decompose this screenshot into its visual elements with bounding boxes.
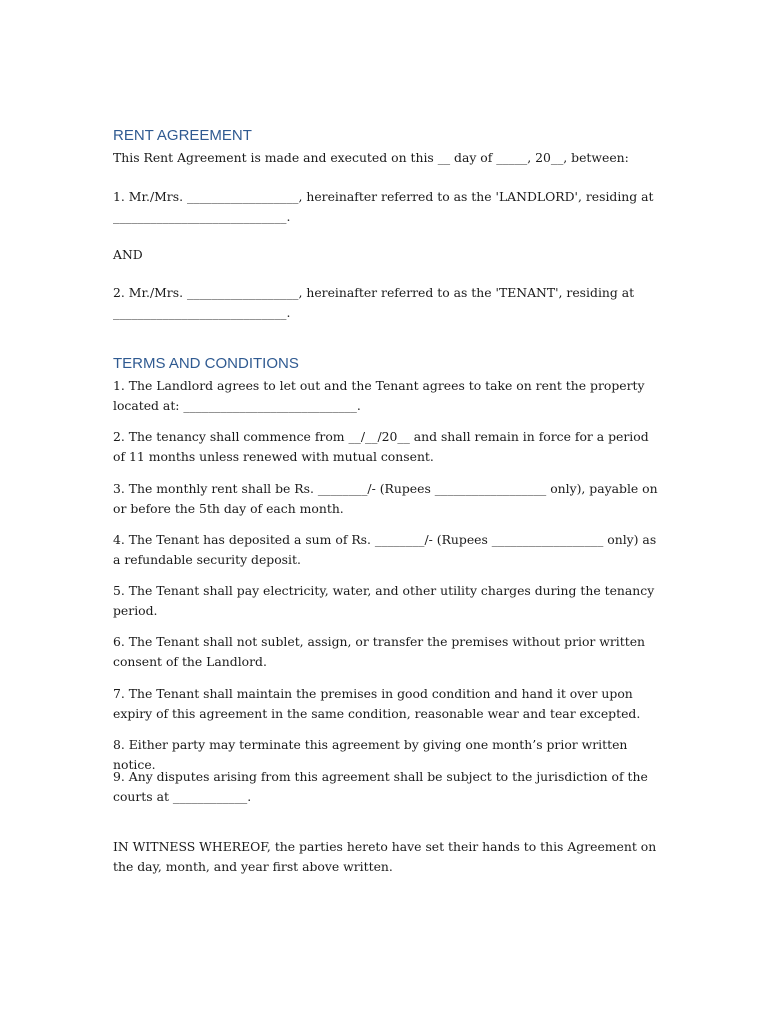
term-item-4: 4. The Tenant has deposited a sum of Rs. ________/- (Rupees __________________ only) as a refundable security deposit. <box>113 532 657 567</box>
terms-heading: TERMS AND CONDITIONS <box>113 355 299 372</box>
term-item-6: 6. The Tenant shall not sublet, assign, or transfer the premises without prior written consent of the Landlord. <box>113 634 646 669</box>
term-item-3: 3. The monthly rent shall be Rs. ________/- (Rupees __________________ only), payable on or before the 5th day of each month. <box>113 481 658 516</box>
term-item-8: 8. Either party may terminate this agreement by giving one month’s prior written notice. <box>113 737 628 772</box>
witness-paragraph: IN WITNESS WHEREOF, the parties hereto have set their hands to this Agreement on the day, month, and year first above written. <box>113 839 657 874</box>
term-item-9: 9. Any disputes arising from this agreement shall be subject to the jurisdiction of the courts at ____________. <box>113 769 648 804</box>
and-label: AND <box>113 247 143 262</box>
document-title: RENT AGREEMENT <box>113 127 252 144</box>
tenant-party-paragraph: 2. Mr./Mrs. __________________, hereinafter referred to as the 'TENANT', residing at ____________________________. <box>113 285 635 320</box>
landlord-party-paragraph: 1. Mr./Mrs. __________________, hereinafter referred to as the 'LANDLORD', residing at ____________________________. <box>113 189 654 224</box>
intro-paragraph: This Rent Agreement is made and executed on this __ day of _____, 20__, between: <box>113 150 629 165</box>
term-item-5: 5. The Tenant shall pay electricity, water, and other utility charges during the tenancy period. <box>113 583 655 618</box>
term-item-7: 7. The Tenant shall maintain the premises in good condition and hand it over upon expiry of this agreement in the same condition, reasonable wear and tear excepted. <box>113 686 641 721</box>
term-item-2: 2. The tenancy shall commence from __/__/20__ and shall remain in force for a period of 11 months unless renewed with mutual consent. <box>113 429 649 464</box>
term-item-1: 1. The Landlord agrees to let out and the Tenant agrees to take on rent the property located at: ____________________________. <box>113 378 645 413</box>
